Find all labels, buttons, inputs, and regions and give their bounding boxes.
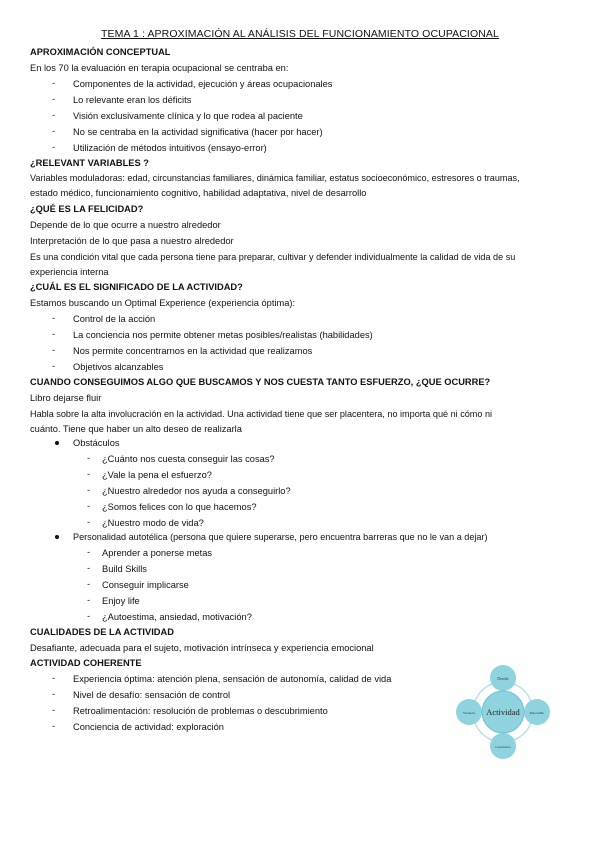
bullet-dot: [55, 441, 59, 445]
list-item: Nos permite concentrarnos en la actividad que realizamos: [73, 346, 313, 356]
list-dash: -: [87, 485, 91, 495]
paragraph: Variables moduladoras: edad, circunstancias familiares, dinámica familiar, estatus socioeconómico, estresores o traumas,: [30, 173, 520, 183]
list-dash: -: [52, 126, 56, 136]
list-item: Personalidad autotélica (persona que quiere superarse, pero encuentra barreras que no le van a dejar): [73, 532, 488, 542]
activity-cycle-diagram: [448, 660, 558, 760]
paragraph: En los 70 la evaluación en terapia ocupacional se centraba en:: [30, 63, 289, 73]
diagram-node-label: Retroalim.: [529, 711, 545, 715]
paragraph: Libro dejarse fluir: [30, 393, 102, 403]
list-dash: -: [52, 705, 56, 715]
paragraph: Desafiante, adecuada para el sujeto, motivación intrínseca y experiencia emocional: [30, 643, 374, 653]
list-dash: -: [52, 142, 56, 152]
list-dash: -: [87, 611, 91, 621]
list-item: Conseguir implicarse: [102, 580, 189, 590]
list-item: Obstáculos: [73, 438, 120, 448]
list-dash: -: [87, 453, 91, 463]
paragraph: Estamos buscando un Optimal Experience (experiencia óptima):: [30, 298, 296, 308]
section-heading: ¿RELEVANT VARIABLES ?: [30, 158, 149, 168]
list-dash: -: [52, 673, 56, 683]
list-dash: -: [87, 547, 91, 557]
list-item: La conciencia nos permite obtener metas posibles/realistas (habilidades): [73, 330, 373, 340]
list-dash: -: [87, 579, 91, 589]
list-item: Aprender a ponerse metas: [102, 548, 213, 558]
list-item: Retroalimentación: resolución de problemas o descubrimiento: [73, 706, 328, 716]
list-item: Nivel de desafío: sensación de control: [73, 690, 231, 700]
page-title: TEMA 1 : APROXIMACIÓN AL ANÁLISIS DEL FUNCIONAMIENTO OCUPACIONAL: [101, 28, 499, 40]
paragraph: estado médico, funcionamiento cognitivo, habilidad adaptativa, nivel de desarrollo: [30, 188, 367, 198]
list-dash: -: [52, 78, 56, 88]
section-heading: APROXIMACIÓN CONCEPTUAL: [30, 47, 171, 57]
diagram-node-label: Vivencia: [462, 711, 476, 715]
list-dash: -: [87, 595, 91, 605]
list-item: Conciencia de actividad: exploración: [73, 722, 224, 732]
list-item: Utilización de métodos intuitivos (ensayo-error): [73, 143, 267, 153]
list-dash: -: [87, 469, 91, 479]
section-heading: ¿QUÉ ES LA FELICIDAD?: [30, 204, 144, 214]
paragraph: Depende de lo que ocurre a nuestro alrededor: [30, 220, 221, 230]
diagram-center-label: Actividad: [486, 707, 520, 717]
list-dash: -: [52, 721, 56, 731]
paragraph: experiencia interna: [30, 267, 109, 277]
section-heading: ¿CUÁL ES EL SIGNIFICADO DE LA ACTIVIDAD?: [30, 282, 243, 292]
list-dash: -: [87, 563, 91, 573]
list-item: Control de la acción: [73, 314, 156, 324]
list-item: ¿Nuestro modo de vida?: [102, 518, 204, 528]
list-dash: -: [52, 361, 56, 371]
list-dash: -: [87, 501, 91, 511]
section-heading: CUANDO CONSEGUIMOS ALGO QUE BUSCAMOS Y NOS CUESTA TANTO ESFUERZO, ¿QUE OCURRE?: [30, 377, 491, 387]
section-heading: ACTIVIDAD COHERENTE: [30, 658, 142, 668]
list-item: Lo relevante eran los déficits: [73, 95, 192, 105]
list-dash: -: [52, 329, 56, 339]
list-dash: -: [52, 313, 56, 323]
list-dash: -: [52, 110, 56, 120]
list-item: Build Skills: [102, 564, 147, 574]
bullet-dot: [55, 535, 59, 539]
list-dash: -: [52, 689, 56, 699]
paragraph: cuánto. Tiene que haber un alto deseo de realizarla: [30, 424, 242, 434]
list-dash: -: [87, 517, 91, 527]
list-item: ¿Nuestro alrededor nos ayuda a conseguirlo?: [102, 486, 291, 496]
list-dash: -: [52, 345, 56, 355]
paragraph: Interpretación de lo que pasa a nuestro alrededor: [30, 236, 234, 246]
list-item: Componentes de la actividad, ejecución y áreas ocupacionales: [73, 79, 333, 89]
list-item: ¿Autoestima, ansiedad, motivación?: [102, 612, 252, 622]
list-item: ¿Vale la pena el esfuerzo?: [102, 470, 212, 480]
paragraph: Es una condición vital que cada persona tiene para preparar, cultivar y defender individualmente la calidad de vida de su: [30, 252, 516, 262]
section-heading: CUALIDADES DE LA ACTIVIDAD: [30, 627, 174, 637]
list-item: Visión exclusivamente clínica y lo que rodea al paciente: [73, 111, 303, 121]
list-item: ¿Somos felices con lo que hacemos?: [102, 502, 257, 512]
paragraph: Habla sobre la alta involucración en la actividad. Una actividad tiene que ser placentera, no importa qué ni cómo ni: [30, 409, 493, 419]
diagram-node-label: Conciencia: [495, 745, 511, 749]
list-item: Enjoy life: [102, 596, 140, 606]
diagram-node-label: Desafío: [497, 677, 509, 681]
list-dash: -: [52, 94, 56, 104]
list-item: Objetivos alcanzables: [73, 362, 164, 372]
list-item: No se centraba en la actividad significativa (hacer por hacer): [73, 127, 323, 137]
list-item: Experiencia óptima: atención plena, sensación de autonomía, calidad de vida: [73, 674, 392, 684]
list-item: ¿Cuánto nos cuesta conseguir las cosas?: [102, 454, 275, 464]
